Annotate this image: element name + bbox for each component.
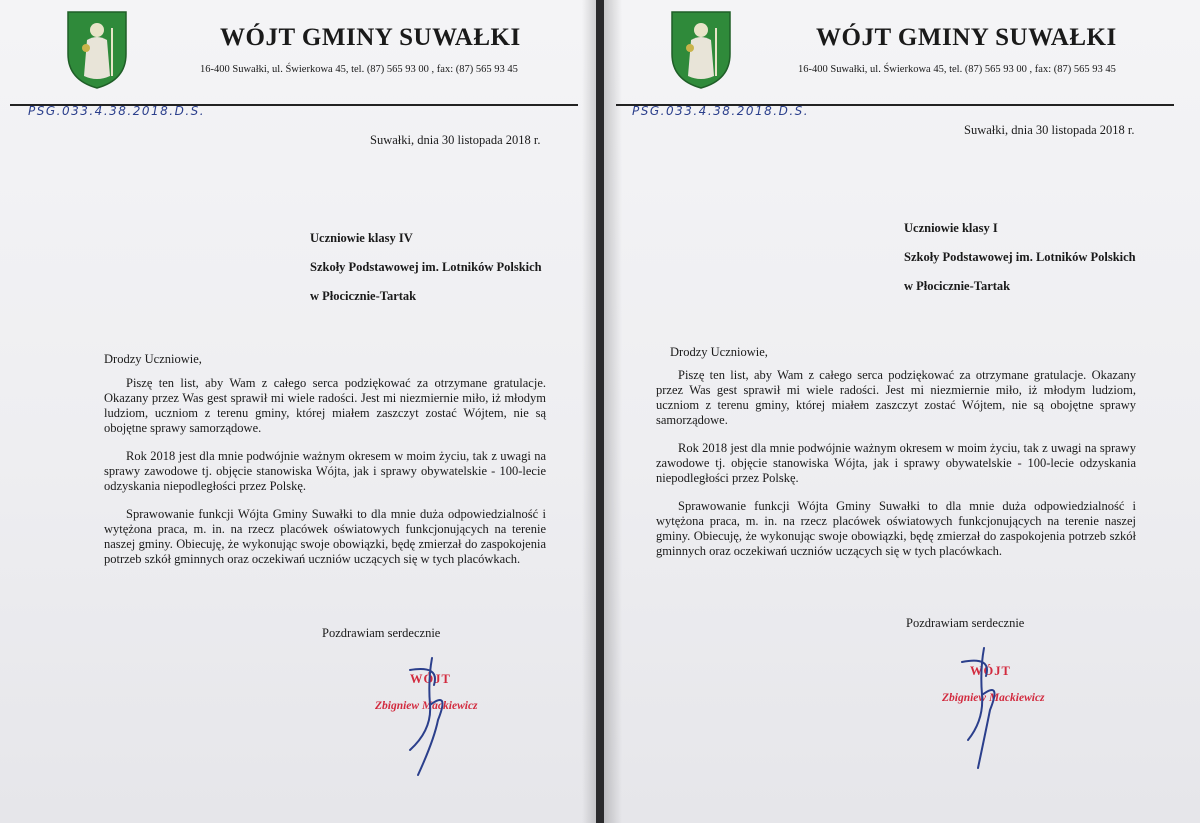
paragraph: Rok 2018 jest dla mnie podwójnie ważnym okresem w moim życiu, tak z uwagi na sprawy zawodowe tj. objęcie stanowiska Wójta, jak i sprawy obywatelskie - 100-lecie odzyskania niepodległości przez Polskę. (104, 449, 546, 493)
paragraph: Piszę ten list, aby Wam z całego serca podziękować za otrzymane gratulacje. Okazany przez Was gest sprawił mi wiele radości. Jest mi niezmiernie miło, iż młodym ludziom, uczniom z terenu gminy, której miałem zaszczyt zostać Wójtem, nie są obojętne sprawy samorządowe. (656, 368, 1136, 427)
reference-number: PSG.033.4.38.2018.D.S. (28, 104, 206, 118)
addressee-block (310, 224, 542, 311)
closing: Pozdrawiam serdecznie (906, 616, 1025, 630)
header-address: 16-400 Suwałki, ul. Świerkowa 45, tel. (87) 565 93 00 , fax: (87) 565 93 45 (200, 64, 518, 75)
letter-date: Suwałki, dnia 30 listopada 2018 r. (370, 133, 541, 147)
paragraph: Sprawowanie funkcji Wójta Gminy Suwałki to dla mnie duża odpowiedzialność i wytężona praca, m. in. na rzecz placówek oświatowych funkcjonujących na terenie naszej gminy. Obiecuję, że wykonując swoje obowiązki, będę zmierzał do zaspokojenia potrzeb szkół gminnych oraz oczekiwań uczniów uczących się w tych placówkach. (656, 499, 1136, 558)
signature-icon (944, 640, 1034, 770)
signature-icon (390, 650, 480, 780)
letter-page-left (0, 0, 596, 823)
addressee-line: w Płocicznie-Tartak (904, 279, 1011, 293)
addressee-line: Szkoły Podstawowej im. Lotników Polskich (310, 260, 542, 274)
letter-date: Suwałki, dnia 30 listopada 2018 r. (964, 123, 1135, 137)
letter-page-right (604, 0, 1200, 823)
header-title: WÓJT GMINY SUWAŁKI (816, 24, 1117, 51)
reference-number: PSG.033.4.38.2018.D.S. (632, 104, 810, 118)
greeting: Drodzy Uczniowie, (104, 352, 202, 366)
letter-body (656, 368, 1136, 572)
stamp-title: WÓJT (970, 664, 1011, 678)
addressee-line: Szkoły Podstawowej im. Lotników Polskich (904, 250, 1136, 264)
addressee-line: Uczniowie klasy IV (310, 231, 413, 245)
stamp-title: WÓJT (410, 672, 451, 686)
stamp-name: Zbigniew Mackiewicz (375, 700, 478, 712)
greeting: Drodzy Uczniowie, (670, 345, 768, 359)
stamp-name: Zbigniew Mackiewicz (942, 692, 1045, 704)
closing: Pozdrawiam serdecznie (322, 626, 441, 640)
paragraph: Sprawowanie funkcji Wójta Gminy Suwałki to dla mnie duża odpowiedzialność i wytężona praca, m. in. na rzecz placówek oświatowych funkcjonujących na terenie naszej gminy. Obiecuję, że wykonując swoje obowiązki, będę zmierzał do zaspokojenia potrzeb szkół gminnych oraz oczekiwań uczniów uczących się w tych placówkach. (104, 507, 546, 566)
header-address: 16-400 Suwałki, ul. Świerkowa 45, tel. (87) 565 93 00 , fax: (87) 565 93 45 (798, 64, 1116, 75)
addressee-line: w Płocicznie-Tartak (310, 289, 417, 303)
coat-of-arms-icon (670, 10, 732, 90)
header-title: WÓJT GMINY SUWAŁKI (220, 24, 521, 51)
paragraph: Piszę ten list, aby Wam z całego serca podziękować za otrzymane gratulacje. Okazany przez Was gest sprawił mi wiele radości. Jest mi niezmiernie miło, iż młodym ludziom, uczniom z terenu gminy, której miałem zaszczyt zostać Wójtem, nie są obojętne sprawy samorządowe. (104, 376, 546, 435)
paragraph: Rok 2018 jest dla mnie podwójnie ważnym okresem w moim życiu, tak z uwagi na sprawy zawodowe tj. objęcie stanowiska Wójta, jak i sprawy obywatelskie - 100-lecie odzyskania niepodległości przez Polskę. (656, 441, 1136, 485)
addressee-line: Uczniowie klasy I (904, 221, 998, 235)
letter-body (104, 376, 546, 580)
coat-of-arms-icon (66, 10, 128, 90)
addressee-block (904, 214, 1136, 301)
